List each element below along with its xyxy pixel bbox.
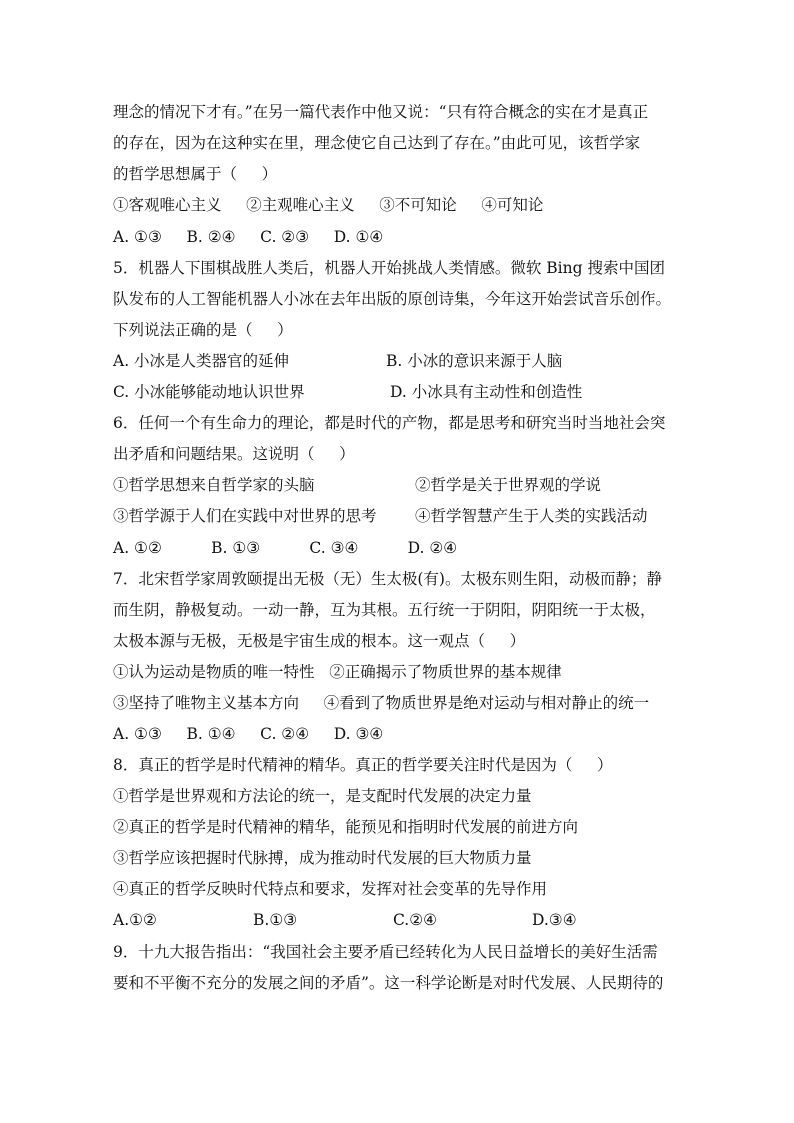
text-line: 的存在，因为在这种实在里，理念使它自己达到了存在。”由此可见，该哲学家 (113, 134, 641, 152)
q6-statement-4: ④哲学智慧产生于人类的实践活动 (415, 507, 648, 525)
q6-statement-3: ③哲学源于人们在实践中对世界的思考 (113, 507, 377, 525)
text-line: 出矛盾和问题结果。这说明（ ） (113, 445, 355, 463)
text-line: 太极本源与无极，无极是宇宙生成的根本。这一观点（ ） (113, 632, 526, 650)
q8-options (113, 905, 577, 936)
q8-statement-2: ②真正的哲学是时代精神的精华，能预见和指明时代发展的前进方向 (113, 818, 579, 836)
q8-statement-4: ④真正的哲学反映时代特点和要求，发挥对社会变革的先导作用 (113, 880, 548, 898)
q7-stem: 7．北宋哲学家周敦颐提出无极（无）生太极(有)。太极东则生阳，动极而静；静 (113, 570, 662, 588)
text-line: 而生阴，静极复动。一动一静，互为其根。五行统一于阴阳，阴阳统一于太极， (113, 601, 656, 619)
q5-option-c: C. 小冰能够能动地认识世界 (113, 383, 305, 401)
q9-stem: 9．十九大报告指出：“我国社会主要矛盾已经转化为人民日益增长的美好生活需 (113, 943, 658, 961)
text-line: 队发布的人工智能机器人小冰在去年出版的原创诗集，今年这开始尝试音乐创作。 (113, 290, 672, 308)
q6-options: A. ①② B. ①③ C. ③④ D. ②④ (113, 539, 458, 557)
q8-stem: 8．真正的哲学是时代精神的精华。真正的哲学要关注时代是因为（ ） (113, 756, 613, 774)
q8-option-a: A.①② (113, 911, 157, 929)
q5-options-row-2 (113, 377, 582, 408)
q6-statement-1: ①哲学思想来自哲学家的头脑 (113, 476, 315, 494)
text-line: 的哲学思想属于（ ） (113, 165, 278, 183)
q4-options: A. ①③ B. ②④ C. ②③ D. ①④ (113, 228, 384, 246)
q7-statements-row-1: ①认为运动是物质的唯一特性 ②正确揭示了物质世界的基本规律 (113, 663, 562, 681)
q6-stem: 6．任何一个有生命力的理论，都是时代的产物，都是思考和研究当时当地社会突 (113, 414, 666, 432)
q7-options: A. ①③ B. ①④ C. ②④ D. ③④ (113, 725, 384, 743)
q5-option-d: D. 小冰具有主动性和创造性 (390, 383, 583, 401)
q6-statements-row-1 (113, 470, 601, 501)
q8-statement-3: ③哲学应该把握时代脉搏，成为推动时代发展的巨大物质力量 (113, 849, 532, 867)
q6-statements-row-2 (113, 501, 648, 532)
q5-options-row-1 (113, 346, 562, 377)
q7-statements-row-2: ③坚持了唯物主义基本方向 ④看到了物质世界是绝对运动与相对静止的统一 (113, 694, 650, 712)
q8-option-b: B.①③ (253, 911, 298, 929)
q8-option-c: C.②④ (393, 911, 438, 929)
q6-statement-2: ②哲学是关于世界观的学说 (415, 476, 602, 494)
text-line: 下列说法正确的是（ ） (113, 321, 293, 339)
text-line: 要和不平衡不充分的发展之间的矛盾”。这一科学论断是对时代发展、人民期待的 (113, 974, 664, 992)
q5-option-b: B. 小冰的意识来源于人脑 (386, 352, 563, 370)
q8-option-d: D.③④ (532, 911, 577, 929)
q8-statement-1: ①哲学是世界观和方法论的统一，是支配时代发展的决定力量 (113, 787, 532, 805)
q5-stem: 5．机器人下围棋战胜人类后，机器人开始挑战人类情感。微软 Bing 搜索中国团 (113, 259, 665, 277)
q4-statements: ①客观唯心主义 ②主观唯心主义 ③不可知论 ④可知论 (113, 196, 544, 214)
q5-option-a: A. 小冰是人类器官的延伸 (113, 352, 290, 370)
text-line: 理念的情况下才有。”在另一篇代表作中他又说：“只有符合概念的实在才是真正 (113, 103, 649, 121)
